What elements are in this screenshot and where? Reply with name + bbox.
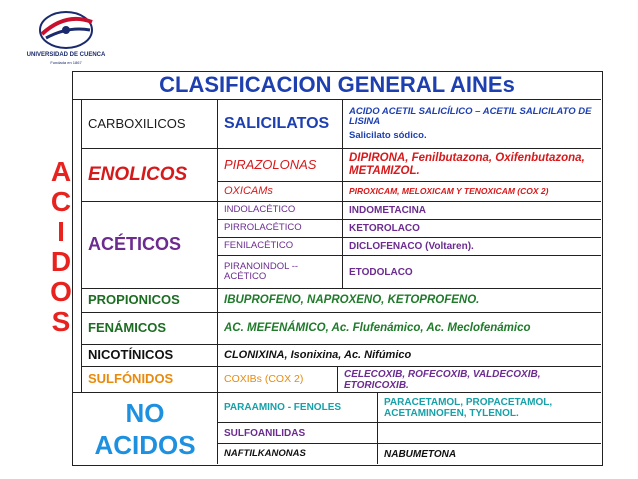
subgroup-pirazolonas: PIRAZOLONAS (218, 149, 343, 182)
drugs-coxibs: CELECOXIB, ROFECOXIB, VALDECOXIB, ETORICOXIB. (338, 367, 601, 393)
acidos-letters (49, 100, 73, 393)
drug-nabumetona: NABUMETONA (384, 448, 457, 460)
subgroup-coxibs: COXIBs (COX 2) (218, 367, 338, 393)
subgroup-indolacetico: INDOLACÉTICO (218, 202, 343, 220)
acidos-letter: A (50, 155, 72, 187)
no-acidos-line1: NO (125, 397, 165, 428)
subgroup-pirrolacetico: PIRROLACÉTICO (218, 220, 343, 238)
drug-diclofenaco: DICLOFENACO (Voltaren). (343, 238, 601, 256)
group-aceticos: ACÉTICOS (82, 202, 218, 289)
drugs-propionicos: IBUPROFENO, NAPROXENO, KETOPROFENO. (218, 289, 601, 313)
group-propionicos: PROPIONICOS (82, 289, 218, 313)
drug-indometacina: INDOMETACINA (343, 202, 601, 220)
group-fenamicos: FENÁMICOS (82, 313, 218, 345)
acidos-letter: O (50, 275, 72, 307)
acidos-letter: I (57, 215, 65, 247)
group-nicotinicos: NICOTÍNICOS (82, 345, 218, 367)
subgroup-paraamino-fenoles: PARAAMINO - FENOLES (218, 393, 378, 423)
drug-etodolaco: ETODOLACO (343, 256, 601, 289)
subgroup-sulfoanilidas: SULFOANILIDAS (218, 423, 378, 444)
drugs-pirazolonas: DIPIRONA, Fenilbutazona, Oxifenbutazona, METAMIZOL. (343, 149, 601, 182)
drugs-paraamino-fenoles: PARACETAMOL, PROPACETAMOL, ACETAMINOFEN, TYLENOL. (378, 393, 601, 423)
subgroup-piranoindol: PIRANOINDOL -- ACÉTICO (218, 256, 343, 289)
acidos-column (73, 100, 82, 393)
logo-tagline: Fundada en 1867 (50, 60, 82, 65)
drugs-fenamicos: AC. MEFENÁMICO, Ac. Flufenámico, Ac. Meclofenámico (218, 313, 601, 345)
drugs-salicilatos-line1: ACIDO ACETIL SALICÍLICO – ACETIL SALICILATO DE LISINA (349, 105, 592, 128)
drug-ketorolaco: KETOROLACO (343, 220, 601, 238)
no-acidos-label (73, 393, 218, 464)
acidos-letter: C (50, 185, 72, 217)
no-acidos-line2: ACIDOS (94, 429, 196, 460)
drugs-salicilatos (343, 100, 601, 149)
drugs-oxicams: PIROXICAM, MELOXICAM Y TENOXICAM (COX 2) (343, 182, 601, 202)
group-sulfonidos: SULFÓNIDOS (82, 367, 218, 393)
subgroup-salicilatos: SALICILATOS (218, 100, 343, 149)
drug-nimesulida (378, 423, 601, 444)
subgroup-fenilacetico: FENILACÉTICO (218, 238, 343, 256)
acidos-letter: S (51, 305, 71, 337)
drugs-nicotinicos: CLONIXINA, Isonixina, Ac. Nifúmico (218, 345, 601, 367)
subgroup-oxicams: OXICAMs (218, 182, 343, 202)
subgroup-naftilkanonas: NAFTILKANONAS (218, 444, 378, 464)
acidos-letter: D (50, 245, 72, 277)
table-title: CLASIFICACION GENERAL AINEs (73, 72, 601, 100)
group-carboxilicos: CARBOXILICOS (82, 100, 218, 149)
drugs-salicilatos-line2: Salicilato sódico. (349, 129, 427, 141)
group-enolicos: ENOLICOS (82, 149, 218, 202)
university-logo (20, 8, 112, 78)
classification-table (50, 71, 603, 466)
logo-title: UNIVERSIDAD DE CUENCA (26, 52, 106, 58)
